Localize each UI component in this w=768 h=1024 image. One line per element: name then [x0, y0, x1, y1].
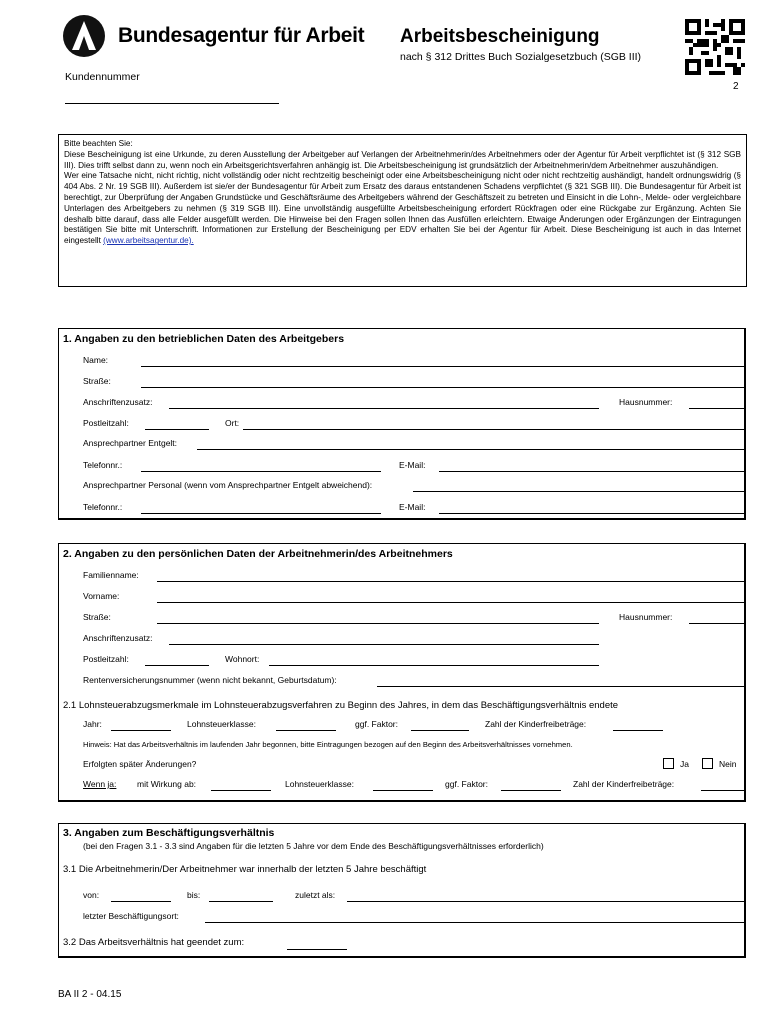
- question-3-1: 3.1 Die Arbeitnehmerin/Der Arbeitnehmer war innerhalb der letzten 5 Jahre beschäftigt: [63, 864, 427, 875]
- employee-firstname-field[interactable]: [157, 602, 744, 603]
- changes-question: Erfolgten später Änderungen?: [83, 759, 197, 769]
- contact-personnel-field[interactable]: [413, 491, 744, 492]
- employee-lastname-field[interactable]: [157, 581, 744, 582]
- section-3-title: 3. Angaben zum Beschäftigungsverhältnis: [63, 827, 275, 839]
- website-link[interactable]: (www.arbeitsagentur.de).: [103, 236, 194, 246]
- employer-postcode-field[interactable]: [145, 429, 209, 430]
- section-1-employer: [58, 328, 746, 520]
- email-1-label: E-Mail:: [399, 460, 426, 470]
- employer-street-label: Straße:: [83, 376, 111, 386]
- agency-logo-mark: [63, 15, 105, 57]
- phone-2-label: Telefonnr.:: [83, 502, 123, 512]
- notice-heading: Bitte beachten Sie:: [64, 139, 133, 148]
- changes-no-checkbox[interactable]: [702, 758, 713, 769]
- pension-number-label: Rentenversicherungsnummer (wenn nicht bekannt, Geburtsdatum):: [83, 675, 337, 685]
- section-3-subtitle: (bei den Fragen 3.1 - 3.3 sind Angaben für die letzten 5 Jahre vor dem Ende des Beschäftigungsverhältnisses erforderlich): [83, 841, 544, 851]
- if-yes-label: Wenn ja:: [83, 779, 117, 789]
- employer-house-number-field[interactable]: [689, 408, 744, 409]
- tax-class-field[interactable]: [276, 730, 336, 731]
- employee-street-label: Straße:: [83, 612, 111, 622]
- question-2-1: 2.1 Lohnsteuerabzugsmerkmale im Lohnsteuerabzugsverfahren zu Beginn des Jahres, in dem das Beschäftigungsverhältnis endete: [63, 700, 619, 711]
- section-1-title: 1. Angaben zu den betrieblichen Daten des Arbeitgebers: [63, 333, 345, 345]
- employment-to-field[interactable]: [209, 901, 273, 902]
- hint-text: Hinweis: Hat das Arbeitsverhältnis im laufenden Jahr begonnen, bitte Eintragungen bezogen auf den Beginn des Arbeitsverhältnisses vornehmen.: [83, 740, 573, 749]
- tax-class-2-field[interactable]: [373, 790, 433, 791]
- page-number: 2: [733, 81, 739, 92]
- customer-number-field[interactable]: [65, 103, 279, 104]
- notice-paragraph-2: [64, 171, 741, 247]
- email-1-field[interactable]: [439, 471, 744, 472]
- employer-city-label: Ort:: [225, 418, 240, 428]
- customer-number-label: Kundennummer: [65, 71, 140, 83]
- effective-from-label: mit Wirkung ab:: [137, 779, 197, 789]
- tax-year-field[interactable]: [111, 730, 171, 731]
- employer-name-label: Name:: [83, 355, 109, 365]
- notice-box: [58, 134, 747, 287]
- employment-to-label: bis:: [187, 890, 201, 900]
- child-allowance-field[interactable]: [613, 730, 663, 731]
- employment-from-field[interactable]: [111, 901, 171, 902]
- employee-address-suffix-label: Anschriftenzusatz:: [83, 633, 153, 643]
- tax-factor-2-field[interactable]: [501, 790, 561, 791]
- question-3-2: 3.2 Das Arbeitsverhältnis hat geendet zum:: [63, 937, 245, 948]
- section-2-title: 2. Angaben zu den persönlichen Daten der Arbeitnehmerin/des Arbeitnehmers: [63, 548, 453, 560]
- phone-2-field[interactable]: [141, 513, 381, 514]
- last-workplace-field[interactable]: [205, 922, 744, 923]
- employer-postcode-label: Postleitzahl:: [83, 418, 129, 428]
- child-allowance-2-label: Zahl der Kinderfreibeträge:: [573, 779, 675, 789]
- employment-from-label: von:: [83, 890, 100, 900]
- employee-city-field[interactable]: [269, 665, 599, 666]
- contact-payroll-label: Ansprechpartner Entgelt:: [83, 438, 178, 448]
- last-position-label: zuletzt als:: [295, 890, 336, 900]
- section-3-employment: [58, 823, 746, 958]
- employer-city-field[interactable]: [243, 429, 744, 430]
- tax-factor-label: ggf. Faktor:: [355, 719, 398, 729]
- agency-logo: [63, 15, 105, 57]
- employee-postcode-label: Postleitzahl:: [83, 654, 129, 664]
- employer-name-field[interactable]: [141, 366, 744, 367]
- tax-year-label: Jahr:: [83, 719, 102, 729]
- employer-address-suffix-label: Anschriftenzusatz:: [83, 397, 153, 407]
- tax-class-2-label: Lohnsteuerklasse:: [285, 779, 354, 789]
- document-title: Arbeitsbescheinigung: [400, 26, 600, 47]
- employee-address-suffix-field[interactable]: [169, 644, 599, 645]
- notice-paragraph-1: Diese Bescheinigung ist eine Urkunde, zu deren Ausstellung der Arbeitgeber auf Verlangen der Arbeitnehmerin/des Arbeitnehmers oder der Agentur für Arbeit verpflichtet ist (§ 312 SGB III). Dies trifft selbst dann zu, wenn noch ein Arbeitsgerichtsverfahren anhängig ist. Die Arbeitsbescheinigung ist grundsätzlich der Arbeitnehmerin/dem Arbeitnehmer auszuhändigen.: [64, 149, 741, 170]
- notice-paragraph-2-text: Wer eine Tatsache nicht, nicht richtig, nicht vollständig oder nicht rechtzeitig bescheinigt oder eine Arbeitsbescheinigung nicht oder nicht rechtzeitig aushändigt, handelt ordnungswidrig (§ 404 Abs. 2 Nr. 19 SGB III). Außerdem ist sie/er der Bundesagentur für Arbeit zum Ersatz des daraus entstandenen Schadens verpflichtet (§ 321 SGB III). Die Bundesagentur für Arbeit ist berechtigt, zur Überprüfung der Angaben Grundstücke und Geschäftsräume des Arbeitgebers während der Geschäftszeit zu betreten und Einsicht in die Lohn-, Melde- oder vergleichbare Unterlagen des Arbeitgebers zu nehmen (§ 319 SGB III). Eine unvollständig ausgefüllte Arbeitsbescheinigung erfordert Rückfragen oder eine Rückgabe zur Ergänzung. Achten Sie deshalb bitte darauf, dass alle Felder ausgefüllt werden. Die Hinweise bei den Fragen sollen Ihnen das Ausfüllen erleichtern. Etwaige Änderungen oder Ergänzungen der Eintragungen bestätigen Sie bitte mit Unterschrift. Informationen zur Erstellung der Bescheinigung per EDV erhalten Sie bei der Agentur für Arbeit. Diese Bescheinigung ist auch in das Internet eingestellt: [64, 171, 741, 246]
- email-2-label: E-Mail:: [399, 502, 426, 512]
- effective-from-field[interactable]: [211, 790, 271, 791]
- agency-name: Bundesagentur für Arbeit: [118, 24, 365, 47]
- email-2-field[interactable]: [439, 513, 744, 514]
- last-workplace-label: letzter Beschäftigungsort:: [83, 911, 179, 921]
- employee-lastname-label: Familienname:: [83, 570, 139, 580]
- pension-number-field[interactable]: [377, 686, 744, 687]
- employee-house-number-label: Hausnummer:: [619, 612, 673, 622]
- employee-postcode-field[interactable]: [145, 665, 209, 666]
- document-subtitle: nach § 312 Drittes Buch Sozialgesetzbuch (SGB III): [400, 51, 642, 63]
- tax-class-label: Lohnsteuerklasse:: [187, 719, 256, 729]
- employer-address-suffix-field[interactable]: [169, 408, 599, 409]
- qr-code-icon: [685, 19, 745, 75]
- tax-factor-field[interactable]: [411, 730, 469, 731]
- employment-end-date-field[interactable]: [287, 949, 347, 950]
- employer-house-number-label: Hausnummer:: [619, 397, 673, 407]
- contact-personnel-label: Ansprechpartner Personal (wenn vom Ansprechpartner Entgelt abweichend):: [83, 480, 373, 490]
- changes-yes-checkbox[interactable]: [663, 758, 674, 769]
- changes-no-label: Nein: [719, 759, 737, 769]
- phone-1-label: Telefonnr.:: [83, 460, 123, 470]
- employee-house-number-field[interactable]: [689, 623, 744, 624]
- tax-factor-2-label: ggf. Faktor:: [445, 779, 488, 789]
- last-position-field[interactable]: [347, 901, 744, 902]
- phone-1-field[interactable]: [141, 471, 381, 472]
- employee-firstname-label: Vorname:: [83, 591, 120, 601]
- employer-street-field[interactable]: [141, 387, 744, 388]
- form-id: BA II 2 - 04.15: [58, 989, 122, 1000]
- child-allowance-label: Zahl der Kinderfreibeträge:: [485, 719, 587, 729]
- employee-city-label: Wohnort:: [225, 654, 260, 664]
- contact-payroll-field[interactable]: [197, 449, 744, 450]
- child-allowance-2-field[interactable]: [701, 790, 744, 791]
- section-2-employee: [58, 543, 746, 802]
- changes-yes-label: Ja: [680, 759, 689, 769]
- employee-street-field[interactable]: [157, 623, 599, 624]
